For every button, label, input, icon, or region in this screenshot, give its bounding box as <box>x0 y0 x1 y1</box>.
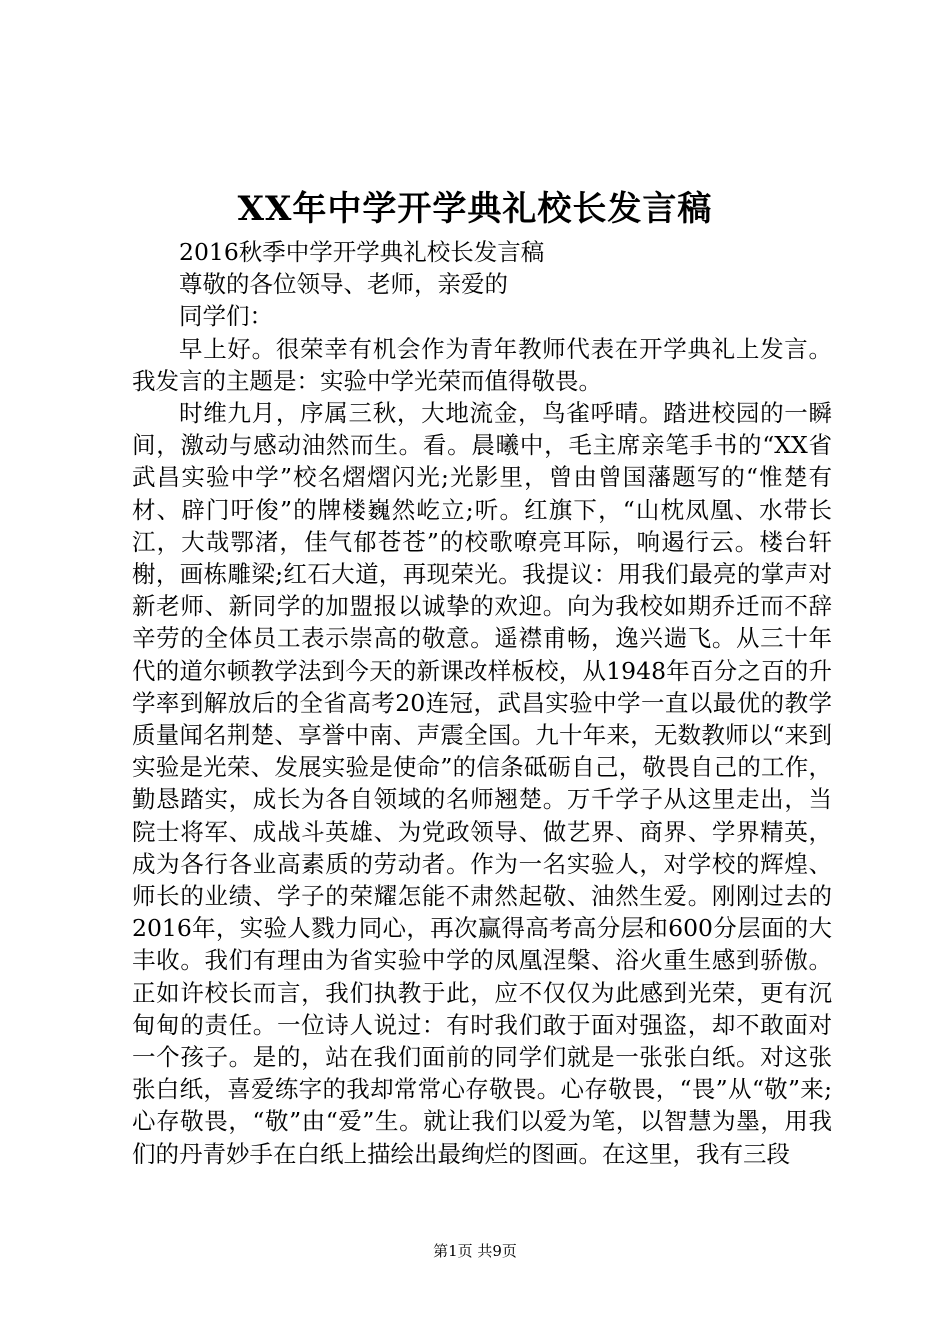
page-number-footer: 第1页 共9页 <box>433 1242 517 1260</box>
paragraph-salutation-cont: 同学们： <box>179 302 273 331</box>
document-title: XX年中学开学典礼校长发言稿 <box>237 189 713 229</box>
paragraph-subtitle: 2016秋季中学开学典礼校长发言稿 <box>179 238 545 266</box>
paragraph-main: 时维九月，序属三秋，大地流金，鸟雀呼晴。踏进校园的一瞬间，激动与感动油然而生。看。晨曦中，毛主席亲笔手书的“XX省武昌实验中学”校名熠熠闪光;光影里，曾由曾国藩题写的“惟楚有材、辟门吁俊”的牌楼巍然屹立;听。红旗下，“山枕凤凰、水带长江，大哉鄂渚，佳气郁苍苍”的校歌嘹亮耳际，响遏行云。楼台轩榭，画栋雕梁;红石大道，再现荣光。我提议：用我们最亮的掌声对新老师、新同学的加盟报以诚挚的欢迎。向为我校如期乔迁而不辞辛劳的全体员工表示崇高的敬意。遥襟甫畅，逸兴遄飞。从三十年代的道尔顿教学法到今天的新课改样板校，从1948年百分之百的升学率到解放后的全省高考20连冠，武昌实验中学一直以最优的教学质量闻名荆楚、享誉中南、声震全国。九十年来，无数教师以“来到实验是光荣、发展实验是使命”的信条砥砺自己，敬畏自己的工作，勤恳踏实，成长为各自领域的名师翘楚。万千学子从这里走出，当院士将军、成战斗英雄、为党政领导、做艺界、商界、学界精英，成为各行各业高素质的劳动者。作为一名实验人，对学校的辉煌、师长的业绩、学子的荣耀怎能不肃然起敬、油然生爱。刚刚过去的2016年，实验人戮力同心，再次赢得高考高分层和600分层面的大丰收。我们有理由为省实验中学的凤凰涅槃、浴火重生感到骄傲。正如许校长而言，我们执教于此，应不仅仅为此感到光荣，更有沉甸甸的责任。一位诗人说过：有时我们敢于面对强盗，却不敢面对一个孩子。是的，站在我们面前的同学们就是一张张白纸。对这张张白纸，喜爱练字的我却常常心存敬畏。心存敬畏，“畏”从“敬”来;心存敬畏，“敬”由“爱”生。就让我们以爱为笔，以智慧为墨，用我们的丹青妙手在白纸上描绘出最绚烂的图画。在这里，我有三段 <box>132 399 832 1168</box>
document-body <box>132 236 832 1170</box>
paragraph-greeting: 早上好。很荣幸有机会作为青年教师代表在开学典礼上发言。我发言的主题是：实验中学光荣而值得敬畏。 <box>132 334 832 395</box>
paragraph-salutation: 尊敬的各位领导、老师，亲爱的 <box>179 270 508 299</box>
